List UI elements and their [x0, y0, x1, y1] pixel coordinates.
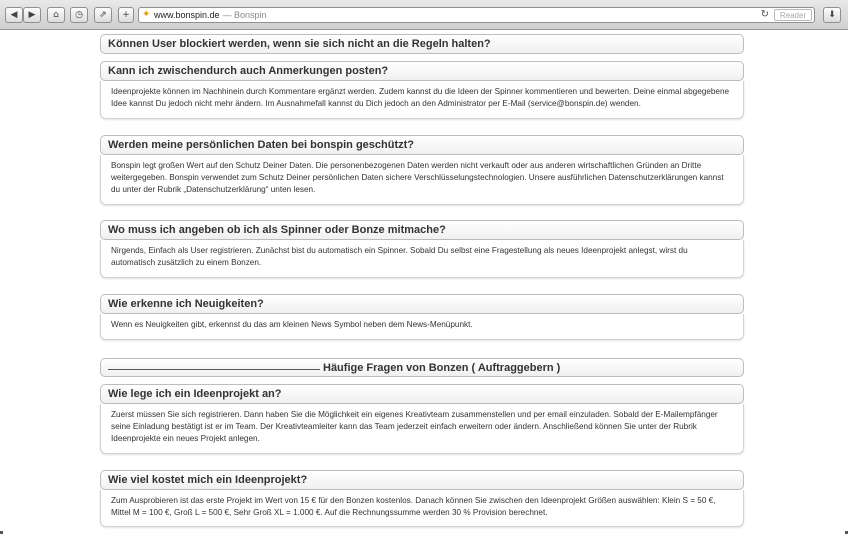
- share-icon: ⇗: [99, 10, 107, 20]
- faq-answer-text: Zuerst müssen Sie sich registrieren. Dann haben Sie die Möglichkeit ein eigenes Kreativteam zusammenstellen und per email einzuladen. Sobald der E-Mailempfänger seine Einladung bestätigt ist er im Team. Der Kreativteamleiter kann das Team jederzeit einfach erweitern oder ändern. Anschließend können Sie unter der Rubrik Ideenprojekte ein neues Projekt anlegen.: [111, 410, 718, 443]
- faq-question[interactable]: [100, 61, 744, 81]
- back-arrow-icon: ◀: [10, 10, 18, 20]
- faq-question[interactable]: [100, 34, 744, 54]
- faq-answer: [100, 240, 744, 278]
- faq-answer: [100, 490, 744, 527]
- section-header: [100, 358, 744, 377]
- url-page-title: — Bonspin: [222, 10, 267, 20]
- site-favicon-icon: ✦: [142, 9, 151, 20]
- plus-icon: +: [122, 10, 130, 20]
- home-icon: ⌂: [53, 10, 59, 20]
- forward-button[interactable]: [23, 7, 41, 23]
- faq-answer: [100, 404, 744, 454]
- faq-answer-text: Wenn es Neuigkeiten gibt, erkennst du das am kleinen News Symbol neben dem News-Menüpunkt.: [111, 320, 473, 329]
- faq-question-text: Wie erkenne ich Neuigkeiten?: [108, 298, 264, 310]
- downloads-button[interactable]: [823, 7, 841, 23]
- browser-toolbar: [0, 0, 848, 30]
- faq-question[interactable]: [100, 294, 744, 314]
- faq-question-text: Werden meine persönlichen Daten bei bonspin geschützt?: [108, 139, 415, 151]
- download-icon: ⬇: [828, 10, 836, 20]
- faq-answer-text: Bonspin legt großen Wert auf den Schutz Deiner Daten. Die personenbezogenen Daten werden nicht verkauft oder aus anderen wirtschaftlichen Gründen an Dritte weitergegeben. Bonspin verwendet zum Schutz Deiner persönlichen Daten sichere Verschlüsselungstechnologien. Unsere ausführlichen Datenschutzerklärungen kannst du unter der Rubrik „Datenschutzerklärung“ unten lesen.: [111, 161, 724, 194]
- reader-button[interactable]: Reader: [774, 9, 812, 21]
- faq-question[interactable]: [100, 384, 744, 404]
- faq-answer: [100, 81, 744, 119]
- clock-icon: ◷: [75, 10, 83, 20]
- faq-answer: [100, 314, 744, 340]
- section-divider-line: [108, 369, 320, 370]
- faq-question-text: Kann ich zwischendurch auch Anmerkungen posten?: [108, 65, 389, 77]
- address-bar[interactable]: [138, 7, 815, 23]
- back-button[interactable]: [5, 7, 23, 23]
- faq-answer: [100, 155, 744, 205]
- url-host: www.bonspin.de: [154, 10, 220, 20]
- add-bookmark-button[interactable]: [118, 7, 134, 23]
- faq-question-text: Wo muss ich angeben ob ich als Spinner oder Bonze mitmache?: [108, 224, 446, 236]
- faq-answer-text: Ideenprojekte können im Nachhinein durch Kommentare ergänzt werden. Zudem kannst du die Ideen der Spinner kommentieren und bewerten. Deine einmal abgegebene Idee kannst Du jedoch nicht mehr ändern. Im Ausnahmefall kannst du Dich jedoch an den Administrator per E-Mail (service@bonspin.de) wenden.: [111, 87, 730, 108]
- faq-question-text: Wie viel kostet mich ein Ideenprojekt?: [108, 474, 308, 486]
- forward-arrow-icon: ▶: [28, 10, 36, 20]
- faq-question[interactable]: [100, 135, 744, 155]
- reload-icon[interactable]: ↻: [760, 9, 769, 20]
- faq-question-text: Können User blockiert werden, wenn sie sich nicht an die Regeln halten?: [108, 38, 491, 50]
- faq-question-text: Wie lege ich ein Ideenprojekt an?: [108, 388, 282, 400]
- faq-answer-text: Zum Ausprobieren ist das erste Projekt im Wert von 15 € für den Bonzen kostenlos. Danach können Sie zwischen den Ideenprojekt Größen auswählen: Klein S = 50 €, Mittel M = 100 €, Groß L = 500 €, Sehr Groß XL = 1.000 €. Auf die Rechnungssumme werden 30 % Provision berechnet.: [111, 496, 716, 517]
- faq-question[interactable]: [100, 470, 744, 490]
- section-title: Häufige Fragen von Bonzen ( Auftraggebern ): [323, 361, 561, 374]
- share-button[interactable]: [94, 7, 112, 23]
- faq-answer-text: Nirgends, Einfach als User registrieren. Zunächst bist du automatisch ein Spinner. Sobald Du selbst eine Fragestellung als neues Ideenprojekt anlegst, wirst du automatisch zusätzlich zu einem Bonzen.: [111, 246, 688, 267]
- faq-question[interactable]: [100, 220, 744, 240]
- history-button[interactable]: [70, 7, 88, 23]
- home-button[interactable]: [47, 7, 65, 23]
